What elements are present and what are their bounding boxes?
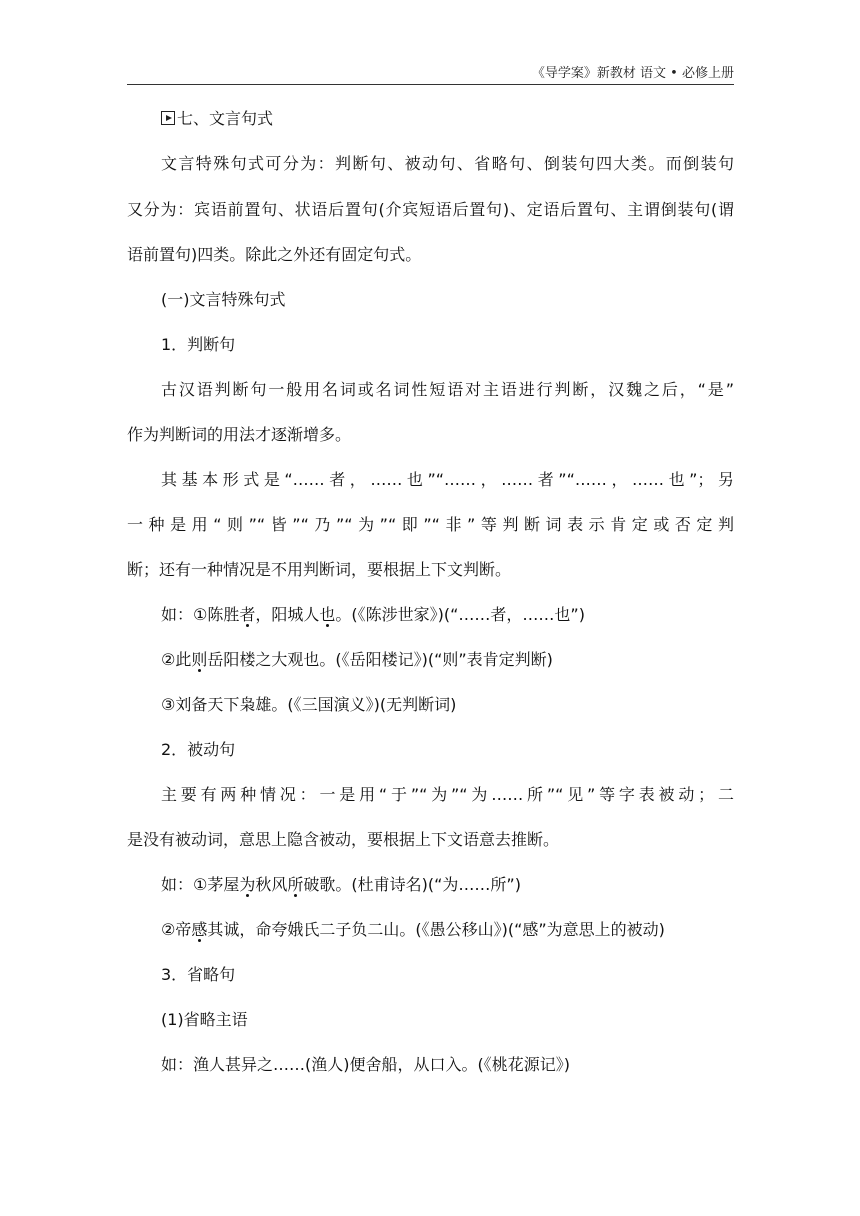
example-text: 如：①陈胜	[161, 605, 240, 624]
example-text: 。(《陈涉世家》)(“……者，……也”)	[335, 605, 585, 624]
section-heading	[127, 108, 734, 130]
judgment-p1-line-1: 古汉语判断句一般用名词或名词性短语对主语进行判断，汉魏之后，“是”	[161, 380, 734, 399]
judgment-p2-line-3: 断；还有一种情况是不用判断词，要根据上下文判断。	[127, 560, 512, 579]
example-text: ，阳城人	[255, 605, 320, 624]
example-text: 岳阳楼之大观也。(《岳阳楼记》)(“则”表肯定判断)	[207, 650, 553, 669]
example-text: 破歌。(杜甫诗名)(“为……所”)	[303, 875, 521, 894]
judgment-p2-line-1: 其基本形式是“……者，……也”“……，……者”“……，……也”；另	[161, 470, 734, 489]
judgment-heading: 1．判断句	[161, 335, 236, 354]
omission-subheading: (1)省略主语	[161, 1010, 248, 1029]
passive-example-1	[127, 874, 734, 896]
emphasis-dot-char: 为	[239, 875, 256, 894]
example-text: 秋风	[255, 875, 288, 894]
judgment-example-1	[127, 604, 734, 626]
judgment-p2-line-2: 一种是用“则”“皆”“乃”“为”“即”“非”等判断词表示肯定或否定判	[127, 515, 734, 534]
passive-p1-line-1: 主要有两种情况：一是用“于”“为”“为……所”“见”等字表被动；二	[161, 785, 734, 804]
example-text: ②帝	[161, 920, 192, 939]
passive-heading: 2．被动句	[161, 740, 236, 759]
judgment-example-3: ③刘备天下枭雄。(《三国演义》)(无判断词)	[161, 695, 457, 714]
intro-line-3: 语前置句)四类。除此之外还有固定句式。	[127, 245, 422, 264]
judgment-example-2	[127, 649, 734, 671]
passive-example-2	[127, 919, 734, 941]
emphasis-dot-char: 所	[287, 875, 304, 894]
passive-p1-line-2: 是没有被动词，意思上隐含被动，要根据上下文语意去推断。	[127, 830, 560, 849]
omission-heading: 3．省略句	[161, 965, 236, 984]
subsection-title: (一)文言特殊句式	[161, 290, 286, 309]
judgment-p1-line-2: 作为判断词的用法才逐渐增多。	[127, 425, 352, 444]
example-text: 如：①茅屋	[161, 875, 240, 894]
omission-example-1: 如：渔人甚异之……(渔人)便舍船，从口入。(《桃花源记》)	[161, 1055, 570, 1074]
example-text: ②此	[161, 650, 192, 669]
emphasis-dot-char: 者	[239, 605, 256, 624]
page-header	[127, 62, 734, 85]
play-box-icon	[161, 111, 175, 125]
section-title: 七、文言句式	[177, 109, 274, 128]
emphasis-dot-char: 也	[319, 605, 336, 624]
emphasis-dot-char: 感	[191, 920, 208, 939]
intro-line-1: 文言特殊句式可分为：判断句、被动句、省略句、倒装句四大类。而倒装句	[161, 154, 734, 173]
example-text: 其诚，命夸娥氏二子负二山。(《愚公移山》)(“感”为意思上的被动)	[207, 920, 665, 939]
intro-line-2: 又分为：宾语前置句、状语后置句(介宾短语后置句)、定语后置句、主谓倒装句(谓	[127, 200, 734, 219]
header-title: 《导学案》新教材 语文 • 必修上册	[531, 66, 734, 81]
emphasis-dot-char: 则	[191, 650, 208, 669]
